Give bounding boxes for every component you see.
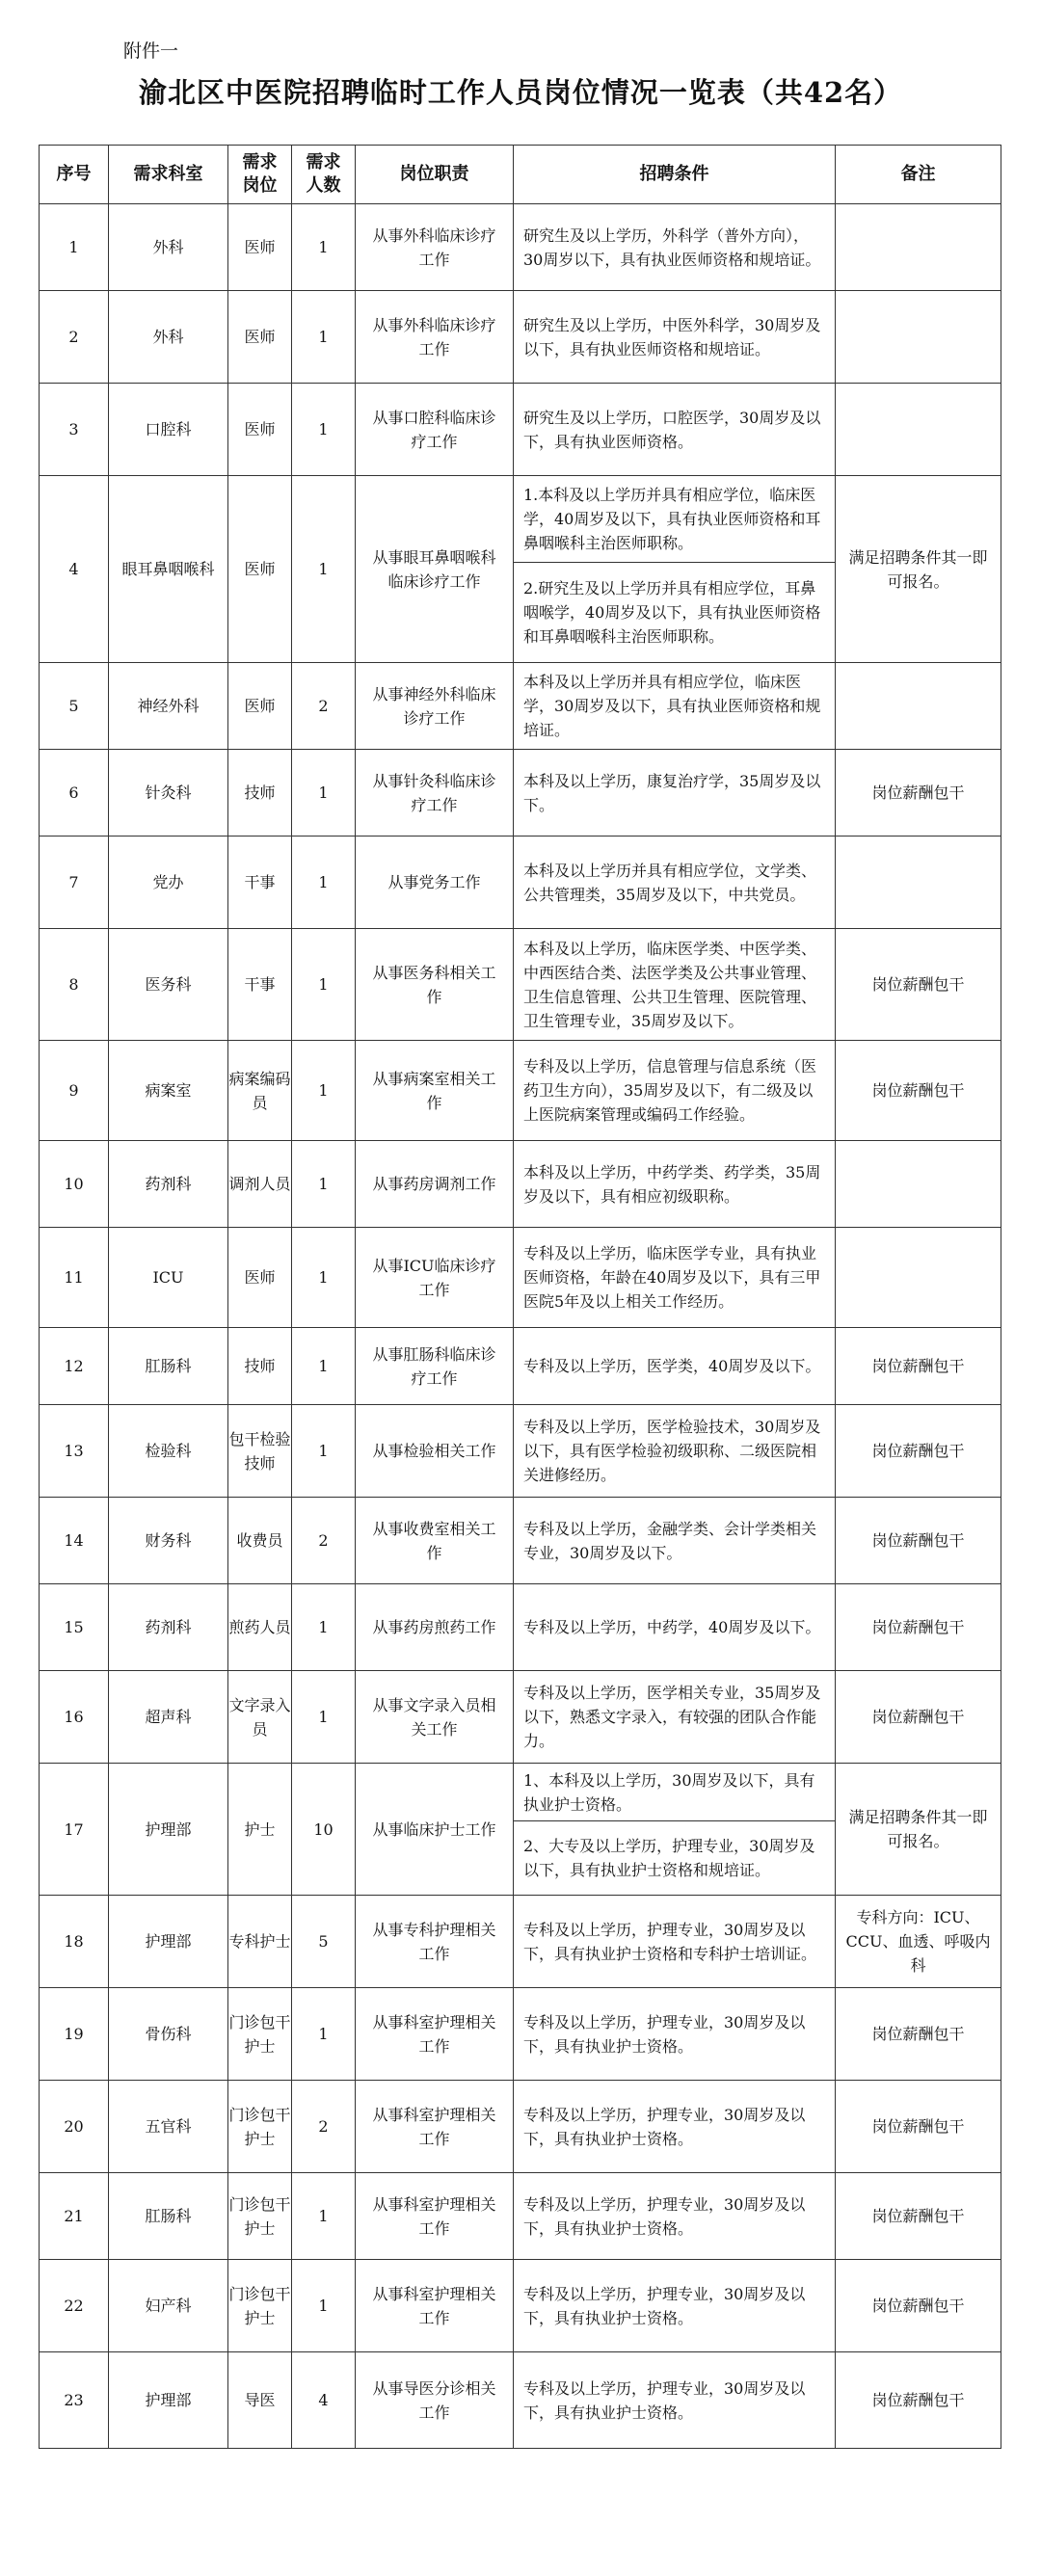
note: 岗位薪酬包干 <box>836 1584 1001 1671</box>
headcount: 5 <box>292 1896 356 1988</box>
row-number: 21 <box>40 2173 109 2260</box>
note: 岗位薪酬包干 <box>836 750 1001 837</box>
post: 医师 <box>228 291 292 384</box>
duty: 从事病案室相关工作 <box>356 1041 514 1141</box>
department: 药剂科 <box>109 1141 228 1228</box>
table-row <box>40 204 1001 291</box>
col-header-note: 备注 <box>836 146 1001 204</box>
requirement: 专科及以上学历，护理专业，30周岁及以下，具有执业护士资格。 <box>514 2352 836 2449</box>
department: 超声科 <box>109 1671 228 1764</box>
headcount: 4 <box>292 2352 356 2449</box>
duty: 从事科室护理相关工作 <box>356 2081 514 2173</box>
requirement: 专科及以上学历，护理专业，30周岁及以下，具有执业护士资格。 <box>514 1988 836 2081</box>
duty: 从事科室护理相关工作 <box>356 2260 514 2352</box>
department: 五官科 <box>109 2081 228 2173</box>
duty: 从事党务工作 <box>356 837 514 929</box>
headcount: 1 <box>292 1988 356 2081</box>
post: 医师 <box>228 204 292 291</box>
row-number: 3 <box>40 384 109 476</box>
headcount: 2 <box>292 1498 356 1584</box>
duty: 从事医务科相关工作 <box>356 929 514 1041</box>
headcount: 1 <box>292 2260 356 2352</box>
duty: 从事口腔科临床诊疗工作 <box>356 384 514 476</box>
note: 岗位薪酬包干 <box>836 1988 1001 2081</box>
duty: 从事药房调剂工作 <box>356 1141 514 1228</box>
requirement: 专科及以上学历，医学类，40周岁及以下。 <box>514 1328 836 1405</box>
headcount: 1 <box>292 1671 356 1764</box>
headcount: 1 <box>292 1228 356 1328</box>
table-row <box>40 2352 1001 2449</box>
headcount: 2 <box>292 663 356 750</box>
note <box>836 663 1001 750</box>
duty: 从事肛肠科临床诊疗工作 <box>356 1328 514 1405</box>
note: 岗位薪酬包干 <box>836 2352 1001 2449</box>
table-row <box>40 476 1001 563</box>
row-number: 14 <box>40 1498 109 1584</box>
headcount: 1 <box>292 1405 356 1498</box>
post: 干事 <box>228 837 292 929</box>
row-number: 19 <box>40 1988 109 2081</box>
requirement: 专科及以上学历，医学检验技术，30周岁及以下，具有医学检验初级职称、二级医院相关进修经历。 <box>514 1405 836 1498</box>
headcount: 2 <box>292 2081 356 2173</box>
duty: 从事外科临床诊疗工作 <box>356 291 514 384</box>
col-header-dept: 需求科室 <box>109 146 228 204</box>
positions-table <box>39 145 1001 2449</box>
department: 护理部 <box>109 2352 228 2449</box>
requirement: 1、本科及以上学历，30周岁及以下，具有执业护士资格。 <box>514 1764 836 1821</box>
row-number: 8 <box>40 929 109 1041</box>
row-number: 5 <box>40 663 109 750</box>
duty: 从事外科临床诊疗工作 <box>356 204 514 291</box>
table-row <box>40 1671 1001 1764</box>
table-body <box>40 204 1001 2449</box>
duty: 从事针灸科临床诊疗工作 <box>356 750 514 837</box>
table-row <box>40 1498 1001 1584</box>
headcount: 1 <box>292 384 356 476</box>
headcount: 1 <box>292 2173 356 2260</box>
note: 岗位薪酬包干 <box>836 1498 1001 1584</box>
post: 技师 <box>228 750 292 837</box>
note <box>836 291 1001 384</box>
row-number: 4 <box>40 476 109 663</box>
row-number: 23 <box>40 2352 109 2449</box>
post: 技师 <box>228 1328 292 1405</box>
note: 岗位薪酬包干 <box>836 1328 1001 1405</box>
headcount: 10 <box>292 1764 356 1896</box>
department: 病案室 <box>109 1041 228 1141</box>
department: 口腔科 <box>109 384 228 476</box>
note <box>836 204 1001 291</box>
table-row <box>40 929 1001 1041</box>
post: 煎药人员 <box>228 1584 292 1671</box>
requirement: 本科及以上学历，临床医学类、中医学类、中西医结合类、法医学类及公共事业管理、卫生信息管理、公共卫生管理、医院管理、卫生管理专业，35周岁及以下。 <box>514 929 836 1041</box>
post: 病案编码员 <box>228 1041 292 1141</box>
row-number: 17 <box>40 1764 109 1896</box>
department: 妇产科 <box>109 2260 228 2352</box>
requirement: 专科及以上学历，临床医学专业，具有执业医师资格，年龄在40周岁及以下，具有三甲医院5年及以上相关工作经历。 <box>514 1228 836 1328</box>
headcount: 1 <box>292 1584 356 1671</box>
note: 岗位薪酬包干 <box>836 1405 1001 1498</box>
department: 外科 <box>109 291 228 384</box>
department: 肛肠科 <box>109 1328 228 1405</box>
col-header-duty: 岗位职责 <box>356 146 514 204</box>
table-row <box>40 1228 1001 1328</box>
post: 干事 <box>228 929 292 1041</box>
post: 专科护士 <box>228 1896 292 1988</box>
department: 护理部 <box>109 1896 228 1988</box>
row-number: 13 <box>40 1405 109 1498</box>
row-number: 12 <box>40 1328 109 1405</box>
requirement: 专科及以上学历，护理专业，30周岁及以下，具有执业护士资格。 <box>514 2081 836 2173</box>
note: 岗位薪酬包干 <box>836 2260 1001 2352</box>
table-row <box>40 837 1001 929</box>
post: 门诊包干护士 <box>228 2260 292 2352</box>
table-row <box>40 1328 1001 1405</box>
department: 骨伤科 <box>109 1988 228 2081</box>
duty: 从事ICU临床诊疗工作 <box>356 1228 514 1328</box>
duty: 从事眼耳鼻咽喉科临床诊疗工作 <box>356 476 514 663</box>
table-row <box>40 384 1001 476</box>
requirement: 专科及以上学历，中药学，40周岁及以下。 <box>514 1584 836 1671</box>
col-header-requirements: 招聘条件 <box>514 146 836 204</box>
department: 药剂科 <box>109 1584 228 1671</box>
duty: 从事文字录入员相关工作 <box>356 1671 514 1764</box>
duty: 从事科室护理相关工作 <box>356 2173 514 2260</box>
table-row <box>40 2260 1001 2352</box>
table-row <box>40 1896 1001 1988</box>
note: 岗位薪酬包干 <box>836 1041 1001 1141</box>
table-row <box>40 1041 1001 1141</box>
post: 门诊包干护士 <box>228 2081 292 2173</box>
duty: 从事收费室相关工作 <box>356 1498 514 1584</box>
requirement: 本科及以上学历，康复治疗学，35周岁及以下。 <box>514 750 836 837</box>
table-row <box>40 1764 1001 1821</box>
row-number: 10 <box>40 1141 109 1228</box>
row-number: 11 <box>40 1228 109 1328</box>
table-row <box>40 663 1001 750</box>
row-number: 7 <box>40 837 109 929</box>
note: 满足招聘条件其一即可报名。 <box>836 476 1001 663</box>
note <box>836 384 1001 476</box>
headcount: 1 <box>292 476 356 663</box>
note <box>836 1228 1001 1328</box>
department: 眼耳鼻咽喉科 <box>109 476 228 663</box>
requirement: 1.本科及以上学历并具有相应学位，临床医学，40周岁及以下，具有执业医师资格和耳鼻咽喉科主治医师职称。 <box>514 476 836 563</box>
page-title: 渝北区中医院招聘临时工作人员岗位情况一览表（共42名） <box>138 76 903 109</box>
requirement: 本科及以上学历并具有相应学位，文学类、公共管理类，35周岁及以下，中共党员。 <box>514 837 836 929</box>
requirement: 研究生及以上学历，口腔医学，30周岁及以下，具有执业医师资格。 <box>514 384 836 476</box>
requirement: 专科及以上学历，信息管理与信息系统（医药卫生方向），35周岁及以下，有二级及以上医院病案管理或编码工作经验。 <box>514 1041 836 1141</box>
requirement: 专科及以上学历，医学相关专业，35周岁及以下，熟悉文字录入，有较强的团队合作能力。 <box>514 1671 836 1764</box>
headcount: 1 <box>292 750 356 837</box>
headcount: 1 <box>292 837 356 929</box>
post: 门诊包干护士 <box>228 2173 292 2260</box>
note: 专科方向：ICU、CCU、血透、呼吸内科 <box>836 1896 1001 1988</box>
post: 门诊包干护士 <box>228 1988 292 2081</box>
note: 岗位薪酬包干 <box>836 2081 1001 2173</box>
post: 护士 <box>228 1764 292 1896</box>
table-row <box>40 1405 1001 1498</box>
post: 医师 <box>228 663 292 750</box>
requirement: 专科及以上学历，金融学类、会计学类相关专业，30周岁及以下。 <box>514 1498 836 1584</box>
table-row <box>40 1988 1001 2081</box>
row-number: 15 <box>40 1584 109 1671</box>
duty: 从事科室护理相关工作 <box>356 1988 514 2081</box>
department: 党办 <box>109 837 228 929</box>
headcount: 1 <box>292 204 356 291</box>
requirement: 专科及以上学历，护理专业，30周岁及以下，具有执业护士资格。 <box>514 2260 836 2352</box>
department: 肛肠科 <box>109 2173 228 2260</box>
department: 神经外科 <box>109 663 228 750</box>
department: 外科 <box>109 204 228 291</box>
headcount: 1 <box>292 291 356 384</box>
row-number: 2 <box>40 291 109 384</box>
headcount: 1 <box>292 1328 356 1405</box>
post: 包干检验技师 <box>228 1405 292 1498</box>
col-header-post: 需求 岗位 <box>228 146 292 204</box>
note: 满足招聘条件其一即可报名。 <box>836 1764 1001 1896</box>
note: 岗位薪酬包干 <box>836 1671 1001 1764</box>
headcount: 1 <box>292 1041 356 1141</box>
headcount: 1 <box>292 1141 356 1228</box>
post: 导医 <box>228 2352 292 2449</box>
table-row <box>40 750 1001 837</box>
duty: 从事检验相关工作 <box>356 1405 514 1498</box>
table-header-row <box>40 146 1001 204</box>
post: 调剂人员 <box>228 1141 292 1228</box>
requirement: 专科及以上学历，护理专业，30周岁及以下，具有执业护士资格。 <box>514 2173 836 2260</box>
table-row <box>40 2081 1001 2173</box>
requirement: 本科及以上学历并具有相应学位，临床医学，30周岁及以下，具有执业医师资格和规培证。 <box>514 663 836 750</box>
department: 医务科 <box>109 929 228 1041</box>
row-number: 6 <box>40 750 109 837</box>
row-number: 20 <box>40 2081 109 2173</box>
annex-label: 附件一 <box>123 40 179 62</box>
post: 医师 <box>228 476 292 663</box>
row-number: 1 <box>40 204 109 291</box>
note <box>836 837 1001 929</box>
col-header-count: 需求 人数 <box>292 146 356 204</box>
table-row <box>40 291 1001 384</box>
table-row <box>40 1584 1001 1671</box>
department: ICU <box>109 1228 228 1328</box>
post: 医师 <box>228 1228 292 1328</box>
duty: 从事导医分诊相关工作 <box>356 2352 514 2449</box>
row-number: 18 <box>40 1896 109 1988</box>
table-row <box>40 1141 1001 1228</box>
requirement: 2.研究生及以上学历并具有相应学位，耳鼻咽喉学，40周岁及以下，具有执业医师资格和耳鼻咽喉科主治医师职称。 <box>514 563 836 663</box>
department: 护理部 <box>109 1764 228 1896</box>
department: 检验科 <box>109 1405 228 1498</box>
post: 医师 <box>228 384 292 476</box>
requirement: 2、大专及以上学历，护理专业，30周岁及以下，具有执业护士资格和规培证。 <box>514 1821 836 1896</box>
requirement: 本科及以上学历，中药学类、药学类，35周岁及以下，具有相应初级职称。 <box>514 1141 836 1228</box>
note: 岗位薪酬包干 <box>836 929 1001 1041</box>
duty: 从事专科护理相关工作 <box>356 1896 514 1988</box>
requirement: 专科及以上学历，护理专业，30周岁及以下，具有执业护士资格和专科护士培训证。 <box>514 1896 836 1988</box>
row-number: 16 <box>40 1671 109 1764</box>
col-header-no: 序号 <box>40 146 109 204</box>
requirement: 研究生及以上学历，外科学（普外方向），30周岁以下，具有执业医师资格和规培证。 <box>514 204 836 291</box>
headcount: 1 <box>292 929 356 1041</box>
department: 针灸科 <box>109 750 228 837</box>
post: 收费员 <box>228 1498 292 1584</box>
duty: 从事临床护士工作 <box>356 1764 514 1896</box>
post: 文字录入员 <box>228 1671 292 1764</box>
row-number: 22 <box>40 2260 109 2352</box>
requirement: 研究生及以上学历，中医外科学，30周岁及以下，具有执业医师资格和规培证。 <box>514 291 836 384</box>
department: 财务科 <box>109 1498 228 1584</box>
table-row <box>40 2173 1001 2260</box>
row-number: 9 <box>40 1041 109 1141</box>
duty: 从事药房煎药工作 <box>356 1584 514 1671</box>
note <box>836 1141 1001 1228</box>
duty: 从事神经外科临床诊疗工作 <box>356 663 514 750</box>
note: 岗位薪酬包干 <box>836 2173 1001 2260</box>
